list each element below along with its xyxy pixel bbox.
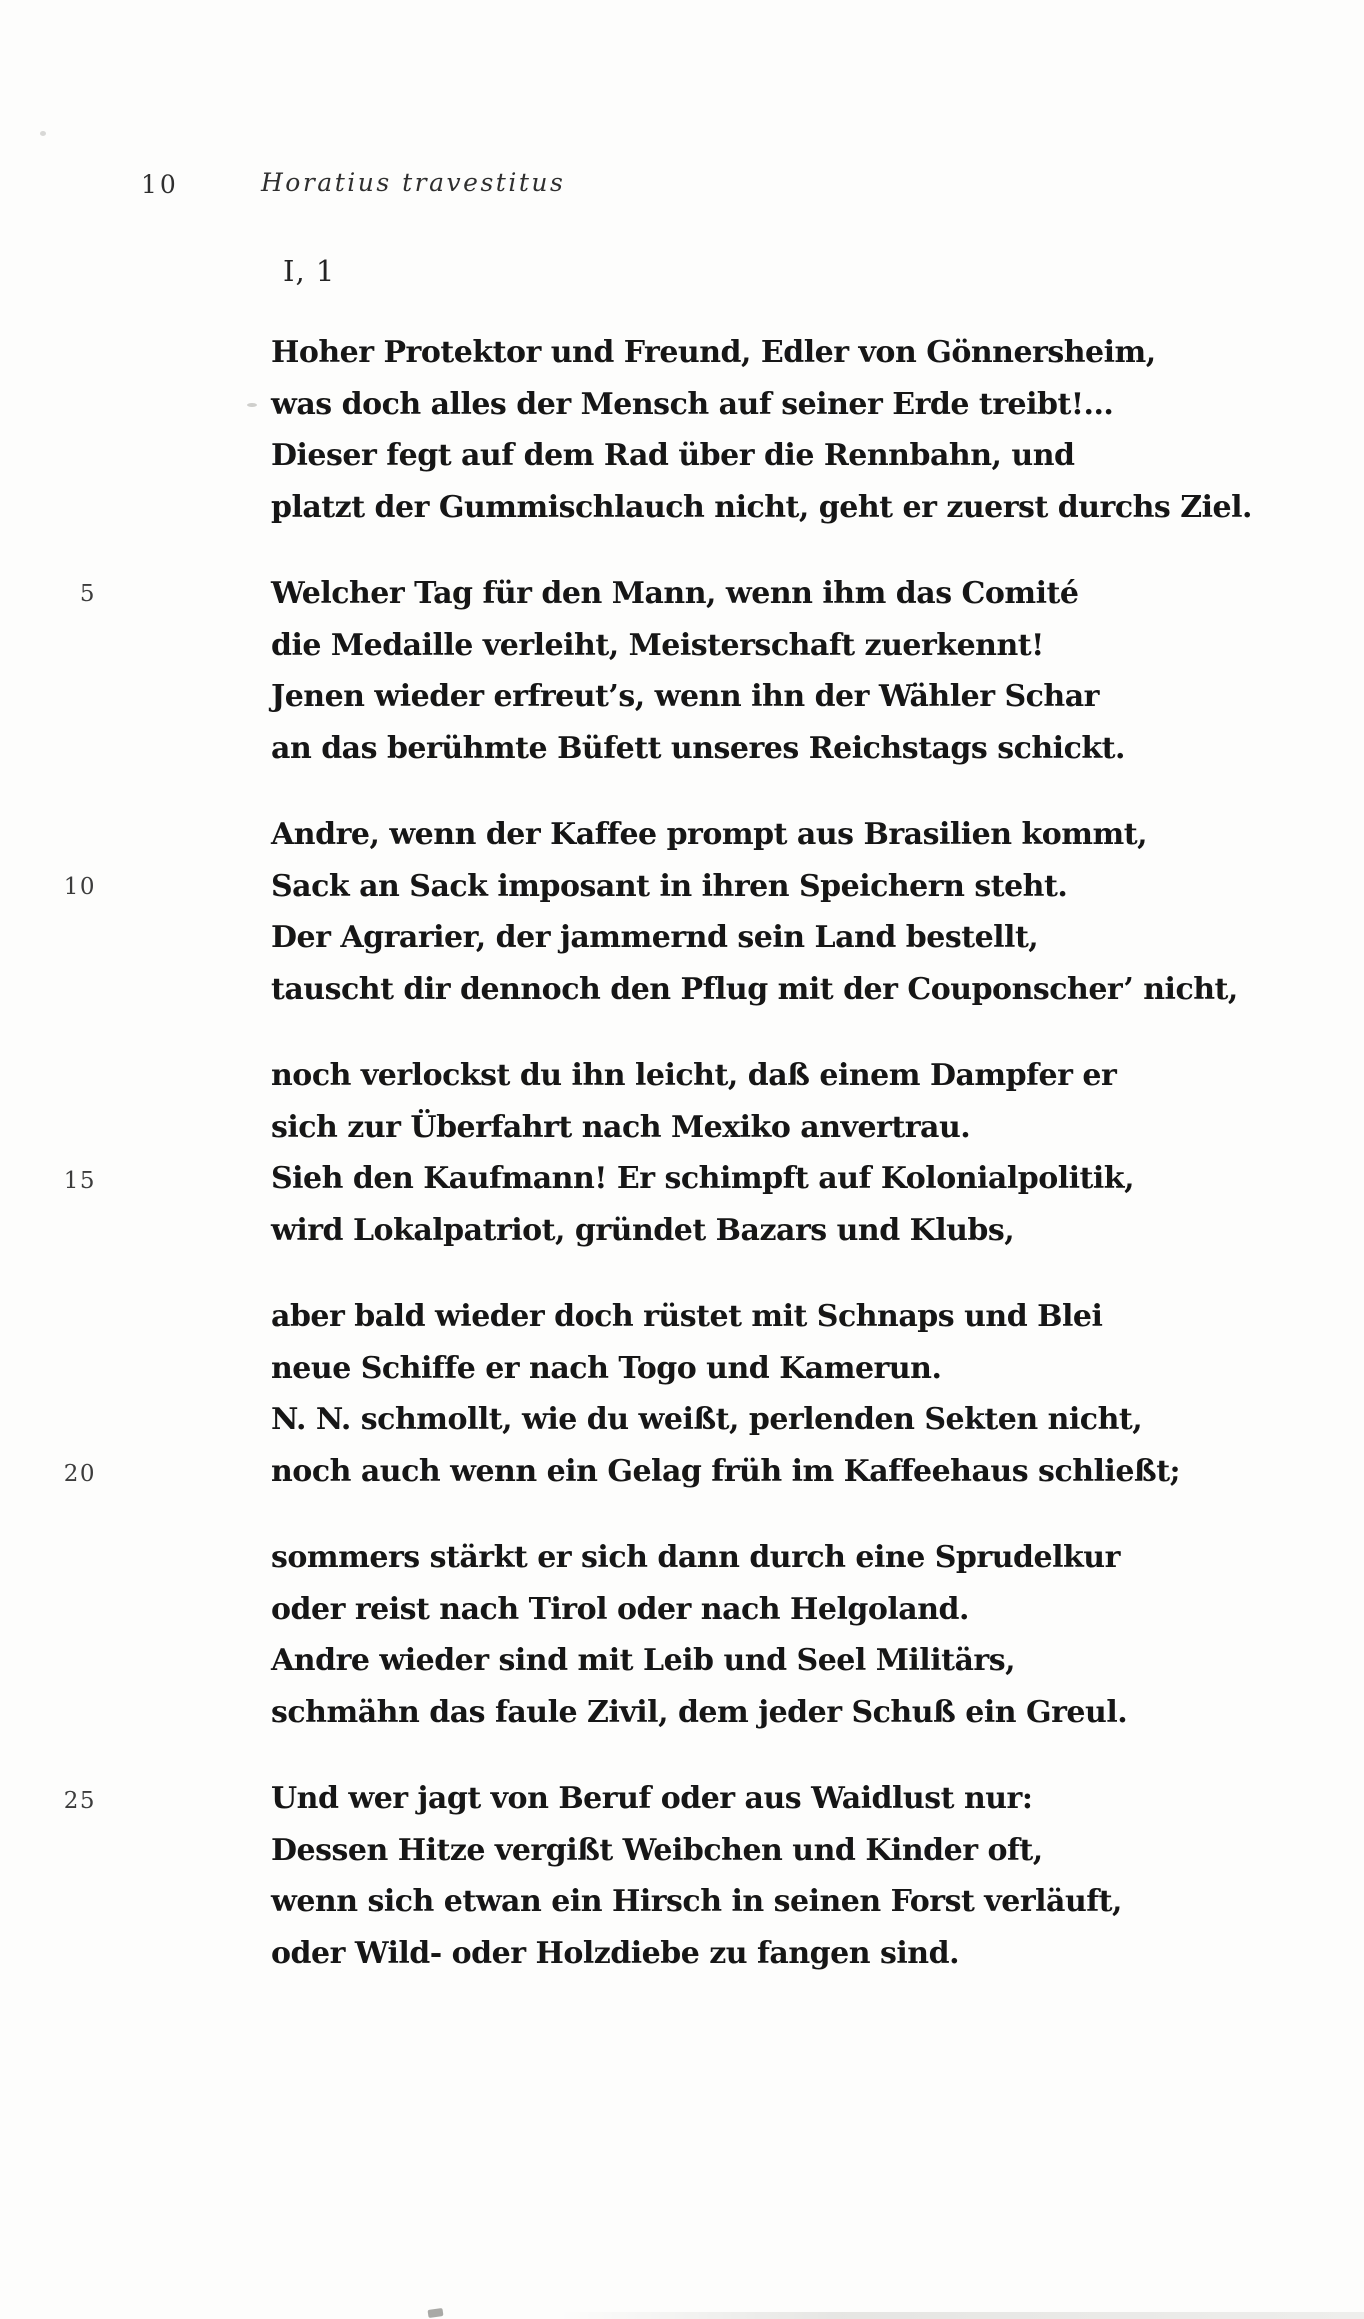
stanza bbox=[271, 568, 1291, 774]
poem bbox=[271, 327, 1291, 2014]
stanza bbox=[271, 327, 1291, 533]
verse-line: Andre, wenn der Kaffee prompt aus Brasilien kommt, bbox=[271, 817, 1148, 852]
verse-line: Welcher Tag für den Mann, wenn ihm das Comité bbox=[271, 576, 1079, 611]
verse-line: Sack an Sack imposant in ihren Speichern steht. bbox=[271, 868, 1068, 904]
verse-line: Und wer jagt von Beruf oder aus Waidlust nur: bbox=[271, 1781, 1033, 1816]
verse-line: aber bald wieder doch rüstet mit Schnaps und Blei bbox=[271, 1299, 1103, 1334]
verse-line: oder Wild- oder Holzdiebe zu fangen sind. bbox=[271, 1935, 960, 1971]
verse-line: Sieh den Kaufmann! Er schimpft auf Kolonialpolitik, bbox=[271, 1161, 1135, 1196]
page-number: 10 bbox=[141, 170, 179, 199]
verse-line: Der Agrarier, der jammernd sein Land bestellt, bbox=[271, 920, 1039, 955]
margin-line-number-20: 20 bbox=[63, 1461, 96, 1487]
verse-line: an das berühmte Büfett unseres Reichstags schickt. bbox=[271, 730, 1125, 766]
stanza bbox=[271, 1050, 1291, 1256]
verse-line: Andre wieder sind mit Leib und Seel Militärs, bbox=[271, 1643, 1016, 1678]
margin-line-number-25: 25 bbox=[63, 1788, 96, 1814]
stanza bbox=[271, 809, 1291, 1015]
stanza bbox=[271, 1773, 1291, 1979]
verse-line: Hoher Protektor und Freund, Edler von Gönnersheim, bbox=[271, 335, 1156, 370]
scan-speck bbox=[247, 403, 257, 407]
section-heading: I, 1 bbox=[283, 254, 336, 288]
verse-line: N. N. schmollt, wie du weißt, perlenden Sekten nicht, bbox=[271, 1402, 1143, 1437]
verse-line: noch verlockst du ihn leicht, daß einem Dampfer er bbox=[271, 1058, 1117, 1093]
verse-line: neue Schiffe er nach Togo und Kamerun. bbox=[271, 1350, 942, 1386]
scan-page-edge-shadow bbox=[560, 2312, 1364, 2319]
verse-line: Dieser fegt auf dem Rad über die Rennbahn, und bbox=[271, 438, 1075, 473]
verse-line: Jenen wieder erfreut’s, wenn ihn der Wähler Schar bbox=[271, 679, 1099, 714]
scan-speck bbox=[40, 131, 46, 136]
verse-line: sommers stärkt er sich dann durch eine Sprudelkur bbox=[271, 1540, 1120, 1575]
verse-line: Dessen Hitze vergißt Weibchen und Kinder oft, bbox=[271, 1832, 1043, 1868]
verse-line: platzt der Gummischlauch nicht, geht er zuerst durchs Ziel. bbox=[271, 489, 1252, 525]
verse-line: oder reist nach Tirol oder nach Helgoland. bbox=[271, 1591, 969, 1627]
stanza bbox=[271, 1532, 1291, 1738]
verse-line: was doch alles der Mensch auf seiner Erde treibt!... bbox=[271, 386, 1114, 422]
running-title: Horatius travestitus bbox=[261, 168, 566, 197]
verse-line: schmähn das faule Zivil, dem jeder Schuß ein Greul. bbox=[271, 1694, 1128, 1730]
verse-line: noch auch wenn ein Gelag früh im Kaffeehaus schließt; bbox=[271, 1453, 1181, 1489]
running-head bbox=[0, 168, 1364, 202]
margin-line-number-5: 5 bbox=[79, 581, 96, 607]
scan-speck bbox=[428, 2308, 444, 2318]
verse-line: wenn sich etwan ein Hirsch in seinen Forst verläuft, bbox=[271, 1884, 1122, 1919]
verse-line: tauscht dir dennoch den Pflug mit der Couponscher’ nicht, bbox=[271, 971, 1238, 1007]
verse-line: die Medaille verleiht, Meisterschaft zuerkennt! bbox=[271, 627, 1044, 663]
verse-line: wird Lokalpatriot, gründet Bazars und Klubs, bbox=[271, 1212, 1015, 1248]
margin-line-number-15: 15 bbox=[63, 1168, 96, 1194]
margin-line-number-10: 10 bbox=[63, 874, 96, 900]
stanza bbox=[271, 1291, 1291, 1497]
verse-line: sich zur Überfahrt nach Mexiko anvertrau. bbox=[271, 1109, 971, 1145]
